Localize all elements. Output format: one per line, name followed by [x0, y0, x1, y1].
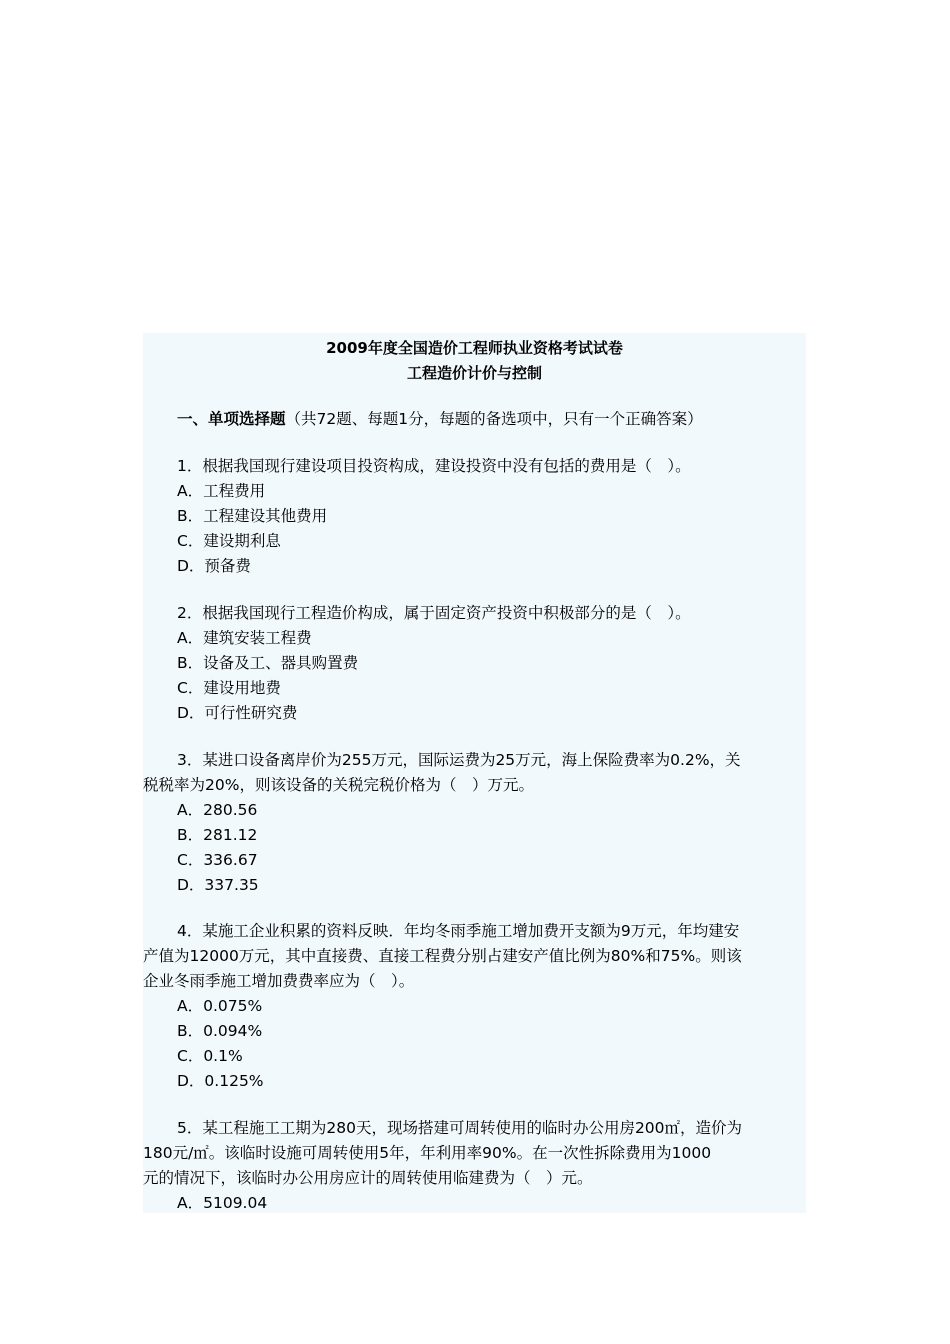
question-5-option-a: A．5109.04 [177, 1194, 268, 1212]
exam-paper [143, 333, 806, 1213]
question-4-stem-line-2: 产值为12000万元，其中直接费、直接工程费分别占建安产值比例为80%和75%。则该 [143, 947, 742, 965]
exam-title: 2009年度全国造价工程师执业资格考试试卷 [326, 339, 623, 357]
question-4-option-c: C．0.1% [177, 1047, 243, 1065]
question-3-stem-line-2: 税税率为20%，则该设备的关税完税价格为（ ）万元。 [143, 776, 534, 794]
question-4-option-b: B．0.094% [177, 1022, 263, 1040]
question-4-stem-line-3: 企业冬雨季施工增加费费率应为（ ）。 [143, 972, 415, 990]
question-2-stem: 2．根据我国现行工程造价构成，属于固定资产投资中积极部分的是（ ）。 [177, 604, 691, 622]
question-4-option-a: A．0.075% [177, 997, 263, 1015]
question-4-stem-line-1: 4．某施工企业积累的资料反映．年均冬雨季施工增加费开支额为9万元，年均建安 [177, 922, 740, 940]
question-2-option-d: D．可行性研究费 [177, 704, 298, 722]
question-1-option-d: D．预备费 [177, 557, 251, 575]
question-2-option-a: A．建筑安装工程费 [177, 629, 312, 647]
question-2-option-c: C．建设用地费 [177, 679, 281, 697]
section-heading-line [143, 407, 806, 432]
question-3-stem-line-1: 3．某进口设备离岸价为255万元，国际运费为25万元，海上保险费率为0.2%，关 [177, 751, 741, 769]
section-note: （共72题、每题1分，每题的备选项中，只有一个正确答案） [285, 410, 703, 428]
question-2-option-b: B．设备及工、器具购置费 [177, 654, 359, 672]
question-1-option-b: B．工程建设其他费用 [177, 507, 328, 525]
question-5-stem-line-3: 元的情况下，该临时办公用房应计的周转使用临建费为（ ）元。 [143, 1169, 593, 1187]
question-1-option-a: A．工程费用 [177, 482, 266, 500]
question-3-option-d: D．337.35 [177, 876, 259, 894]
question-3-option-c: C．336.67 [177, 851, 258, 869]
question-4-option-d: D．0.125% [177, 1072, 264, 1090]
question-3-option-b: B．281.12 [177, 826, 258, 844]
question-3-option-a: A．280.56 [177, 801, 258, 819]
section-heading: 一、单项选择题 [177, 410, 286, 428]
question-5-stem-line-1: 5．某工程施工工期为280天，现场搭建可周转使用的临时办公用房200㎡，造价为 [177, 1119, 743, 1137]
question-5-stem-line-2: 180元/㎡。该临时设施可周转使用5年，年利用率90%。在一次性拆除费用为1000 [143, 1144, 712, 1162]
question-1-stem: 1．根据我国现行建设项目投资构成，建设投资中没有包括的费用是（ ）。 [177, 457, 691, 475]
exam-subtitle: 工程造价计价与控制 [406, 364, 542, 382]
question-1-option-c: C．建设期利息 [177, 532, 281, 550]
